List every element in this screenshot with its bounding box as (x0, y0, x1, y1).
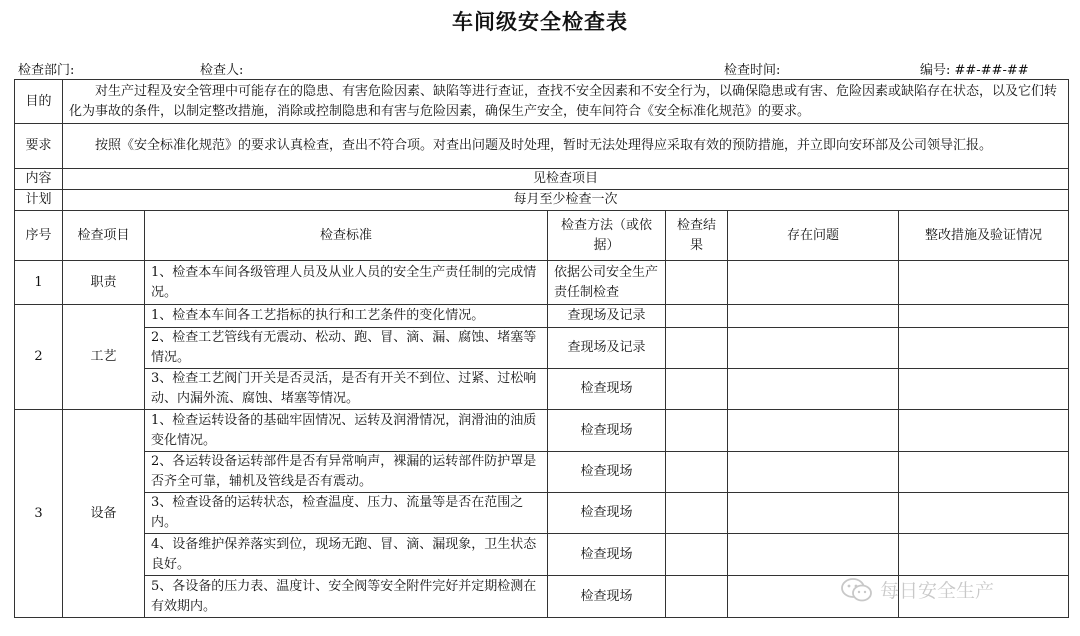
table-row (15, 305, 1069, 328)
row-rectify[interactable] (899, 493, 1069, 534)
col-rectify: 整改措施及验证情况 (899, 211, 1069, 261)
content-row (15, 169, 1069, 190)
row-rectify[interactable] (899, 328, 1069, 369)
column-header-row (15, 211, 1069, 261)
row-standard: 1、检查本车间各级管理人员及从业人员的安全生产责任制的完成情况。 (145, 261, 548, 305)
row-result[interactable] (666, 534, 728, 576)
group-seq: 1 (15, 261, 63, 305)
row-rectify[interactable] (899, 261, 1069, 305)
row-rectify[interactable] (899, 534, 1069, 576)
row-rectify[interactable] (899, 305, 1069, 328)
row-result[interactable] (666, 328, 728, 369)
group-seq: 2 (15, 305, 63, 410)
col-result: 检查结果 (666, 211, 728, 261)
table-row (15, 328, 1069, 369)
row-issues[interactable] (728, 261, 899, 305)
row-standard: 3、检查工艺阀门开关是否灵活，是否有开关不到位、过紧、过松响动、内漏外流、腐蚀、堵塞等情况。 (145, 369, 548, 410)
row-method: 检查现场 (548, 493, 666, 534)
row-method: 依据公司安全生产责任制检查 (548, 261, 666, 305)
table-row (15, 493, 1069, 534)
row-method: 检查现场 (548, 410, 666, 452)
row-method: 检查现场 (548, 534, 666, 576)
inspection-table (14, 79, 1069, 618)
row-result[interactable] (666, 369, 728, 410)
content-value: 见检查项目 (63, 169, 1069, 190)
row-method: 检查现场 (548, 369, 666, 410)
content-label: 内容 (15, 169, 63, 190)
row-issues[interactable] (728, 493, 899, 534)
plan-label: 计划 (15, 190, 63, 211)
watermark-text: 每日安全生产 (880, 580, 995, 602)
row-standard: 2、各运转设备运转部件是否有异常响声，裸漏的运转部件防护罩是否齐全可靠，辅机及管线是否有震动。 (145, 452, 548, 493)
row-issues[interactable] (728, 305, 899, 328)
row-issues[interactable] (728, 410, 899, 452)
row-standard: 4、设备维护保养落实到位，现场无跑、冒、滴、漏现象，卫生状态良好。 (145, 534, 548, 576)
row-rectify[interactable] (899, 369, 1069, 410)
table-row (15, 452, 1069, 493)
requirement-label: 要求 (15, 124, 63, 169)
page-title: 车间级安全检查表 (452, 9, 628, 34)
row-method: 查现场及记录 (548, 328, 666, 369)
requirement-row (15, 124, 1069, 169)
inspector-label: 检查人: (200, 63, 244, 78)
row-standard: 2、检查工艺管线有无震动、松动、跑、冒、滴、漏、腐蚀、堵塞等情况。 (145, 328, 548, 369)
col-standard: 检查标准 (145, 211, 548, 261)
row-method: 检查现场 (548, 576, 666, 618)
row-issues[interactable] (728, 534, 899, 576)
group-item: 设备 (63, 410, 145, 618)
requirement-text: 按照《安全标准化规范》的要求认真检查，查出不符合项。对查出问题及时处理，暂时无法处理得应采取有效的预防措施，并立即向安环部及公司领导汇报。 (63, 124, 1069, 169)
row-rectify[interactable] (899, 410, 1069, 452)
row-result[interactable] (666, 305, 728, 328)
wechat-icon (840, 577, 874, 603)
row-method: 检查现场 (548, 452, 666, 493)
plan-row (15, 190, 1069, 211)
row-result[interactable] (666, 410, 728, 452)
col-method: 检查方法（或依据） (548, 211, 666, 261)
row-rectify[interactable] (899, 452, 1069, 493)
row-standard: 3、检查设备的运转状态，检查温度、压力、流量等是否在范围之内。 (145, 493, 548, 534)
table-row (15, 369, 1069, 410)
group-item: 工艺 (63, 305, 145, 410)
table-row (15, 410, 1069, 452)
row-result[interactable] (666, 261, 728, 305)
row-result[interactable] (666, 452, 728, 493)
col-seq: 序号 (15, 211, 63, 261)
number-label: 编号: ##-##-## (920, 63, 1029, 78)
time-label: 检查时间: (724, 63, 781, 78)
row-standard: 1、检查运转设备的基础牢固情况、运转及润滑情况，润滑油的油质变化情况。 (145, 410, 548, 452)
purpose-label: 目的 (15, 80, 63, 124)
row-issues[interactable] (728, 328, 899, 369)
row-method: 查现场及记录 (548, 305, 666, 328)
table-row (15, 261, 1069, 305)
plan-value: 每月至少检查一次 (63, 190, 1069, 211)
group-seq: 3 (15, 410, 63, 618)
row-standard: 5、各设备的压力表、温度计、安全阀等安全附件完好并定期检测在有效期内。 (145, 576, 548, 618)
table-row (15, 534, 1069, 576)
row-issues[interactable] (728, 369, 899, 410)
col-item: 检查项目 (63, 211, 145, 261)
col-issues: 存在问题 (728, 211, 899, 261)
watermark (840, 576, 994, 603)
row-result[interactable] (666, 576, 728, 618)
row-result[interactable] (666, 493, 728, 534)
group-item: 职责 (63, 261, 145, 305)
purpose-text: 对生产过程及安全管理中可能存在的隐患、有害危险因素、缺陷等进行查证，查找不安全因素和不安全行为，以确保隐患或有害、危险因素或缺陷存在状态，以及它们转化为事故的条件，以制定整改措施，消除或控制隐患和有害与危险因素，确保生产安全，使车间符合《安全标准化规范》的要求。 (63, 80, 1069, 124)
purpose-row (15, 80, 1069, 124)
row-issues[interactable] (728, 452, 899, 493)
row-standard: 1、检查本车间各工艺指标的执行和工艺条件的变化情况。 (145, 305, 548, 328)
dept-label: 检查部门: (18, 63, 75, 78)
